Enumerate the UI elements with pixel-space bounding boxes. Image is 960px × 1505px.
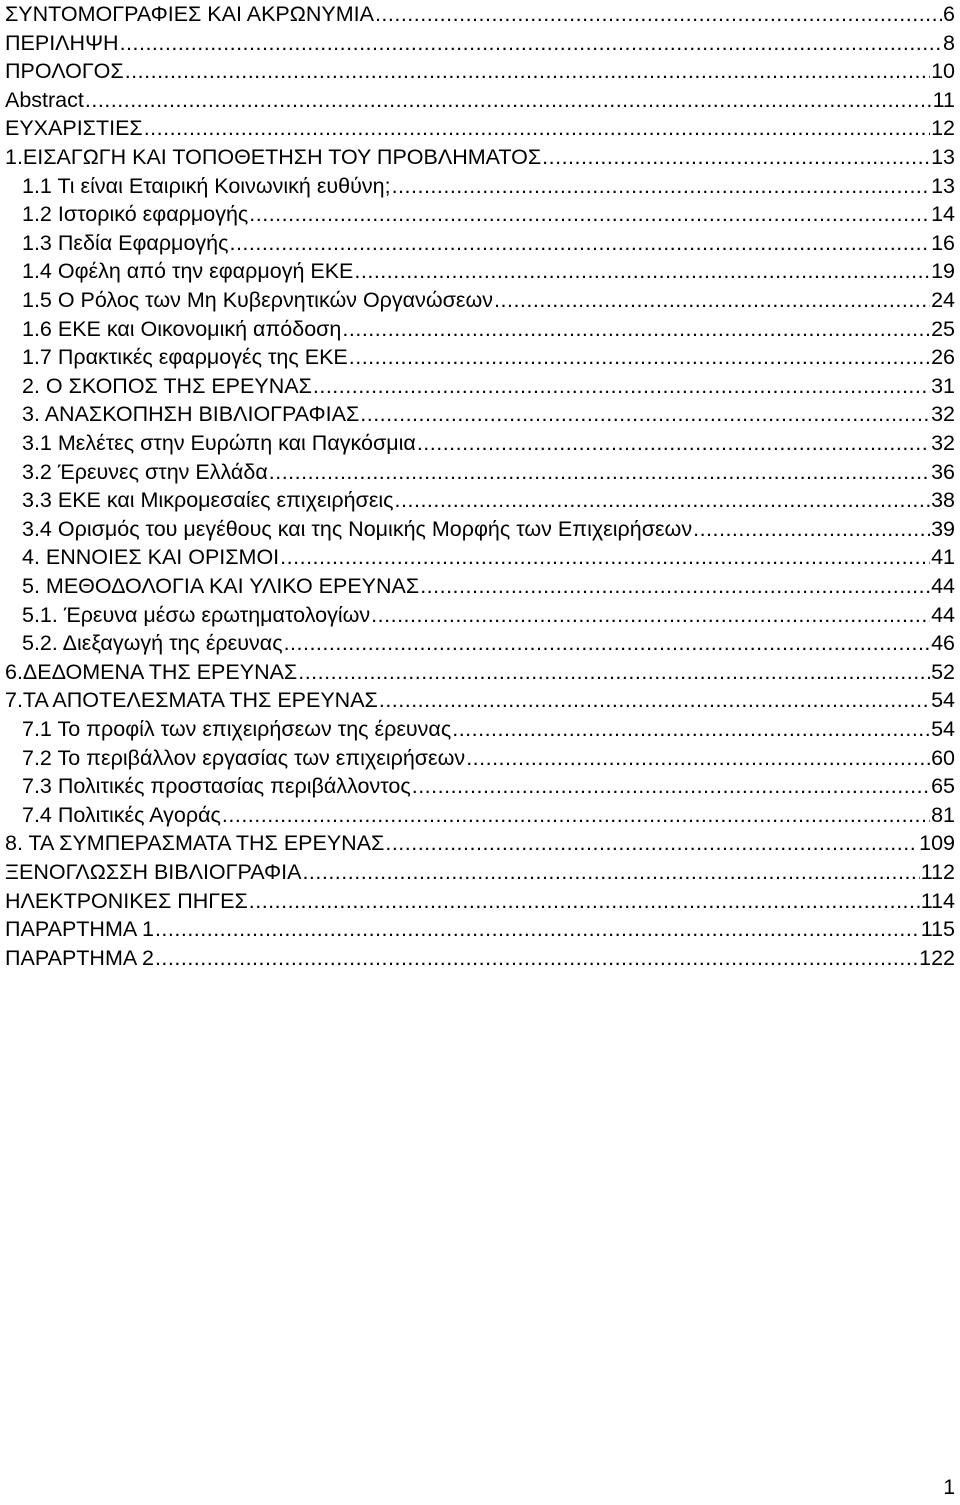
toc-entry-page-number: 13 <box>931 173 955 198</box>
toc-entry-page-number: 114 <box>920 888 955 913</box>
toc-entry-title: ΠΡΟΛΟΓΟΣ <box>5 59 124 84</box>
toc-entry-title: 6.ΔΕΔΟΜΕΝΑ ΤΗΣ ΕΡΕΥΝΑΣ <box>5 659 298 684</box>
toc-entry-title: ΠΕΡΙΛΗΨΗ <box>5 30 119 55</box>
toc-entry-page-number: 122 <box>919 945 955 970</box>
toc-dot-leader <box>542 143 930 171</box>
toc-entry[interactable] <box>22 372 955 400</box>
toc-entry-title: 7.1 Το προφίλ των επιχειρήσεων της έρευνας <box>22 717 452 741</box>
toc-entry[interactable] <box>22 601 955 629</box>
toc-entry-page-number: 25 <box>931 316 955 341</box>
toc-dot-leader <box>222 801 930 829</box>
toc-dot-leader <box>313 372 930 400</box>
toc-entry-page-number: 14 <box>931 202 955 227</box>
toc-entry[interactable] <box>5 114 955 142</box>
toc-entry-title: 1.4 Οφέλη από την εφαρμογή ΕΚΕ <box>22 259 354 284</box>
toc-dot-leader <box>155 944 918 972</box>
toc-entry-page-number: 36 <box>931 459 955 484</box>
toc-entry-page-number: 44 <box>931 602 955 627</box>
toc-entry[interactable] <box>22 801 955 829</box>
toc-dot-leader <box>249 887 920 915</box>
toc-dot-leader <box>375 0 942 28</box>
toc-entry-page-number: 6 <box>943 2 955 26</box>
toc-dot-leader <box>392 172 931 200</box>
toc-dot-leader <box>379 686 930 714</box>
toc-entry[interactable] <box>22 229 955 257</box>
toc-entry-page-number: 115 <box>920 917 955 942</box>
toc-entry[interactable] <box>22 486 955 514</box>
toc-entry-page-number: 11 <box>932 87 955 112</box>
toc-entry[interactable] <box>22 257 955 285</box>
toc-entry-title: 1.3 Πεδία Εφαρμογής <box>22 230 229 255</box>
toc-dot-leader <box>395 486 931 514</box>
toc-entry[interactable] <box>5 658 955 686</box>
toc-entry[interactable] <box>5 686 955 714</box>
toc-entry-page-number: 13 <box>931 145 955 169</box>
toc-dot-leader <box>342 315 930 343</box>
toc-entry[interactable] <box>22 286 955 314</box>
toc-entry[interactable] <box>22 315 955 343</box>
toc-entry-title: ΗΛΕΚΤΡΟΝΙΚΕΣ ΠΗΓΕΣ <box>5 888 248 913</box>
toc-entry-page-number: 39 <box>931 516 955 541</box>
toc-dot-leader <box>280 543 930 571</box>
toc-entry-title: 1.7 Πρακτικές εφαρμογές της ΕΚΕ <box>22 345 348 370</box>
toc-dot-leader <box>452 715 930 743</box>
toc-entry-page-number: 32 <box>931 431 955 455</box>
toc-entry-page-number: 60 <box>931 745 955 770</box>
toc-dot-leader <box>249 200 930 228</box>
toc-entry-page-number: 19 <box>931 259 955 284</box>
toc-entry[interactable] <box>5 143 955 171</box>
toc-entry-title: 1.2 Ιστορικό εφαρμογής <box>22 202 249 227</box>
toc-entry-title: 3.4 Ορισμός του μεγέθους και της Νομικής Μορφής των Επιχειρήσεων <box>22 516 693 541</box>
toc-entry-title: 7.3 Πολιτικές προστασίας περιβάλλοντος <box>22 774 411 799</box>
toc-entry-title: 7.4 Πολιτικές Αγοράς <box>22 802 221 827</box>
toc-entry-page-number: 44 <box>931 574 955 598</box>
toc-dot-leader <box>284 629 931 657</box>
toc-entry-page-number: 81 <box>931 802 955 827</box>
toc-entry[interactable] <box>22 543 955 571</box>
toc-entry-page-number: 109 <box>919 831 955 856</box>
page-number: 1 <box>943 1476 955 1499</box>
toc-entry-title: ΞΕΝΟΓΛΩΣΣΗ ΒΙΒΛΙΟΓΡΑΦΙΑ <box>5 860 302 884</box>
toc-entry-title: ΕΥΧΑΡΙΣΤΙΕΣ <box>5 116 143 141</box>
toc-entry-page-number: 31 <box>931 373 955 398</box>
toc-dot-leader <box>229 229 930 257</box>
toc-entry-page-number: 52 <box>931 659 955 684</box>
toc-dot-leader <box>494 286 930 314</box>
toc-entry[interactable] <box>22 200 955 228</box>
toc-entry-title: 3. ΑΝΑΣΚΟΠΗΣΗ ΒΙΒΛΙΟΓΡΑΦΙΑΣ <box>22 402 360 427</box>
toc-entry[interactable] <box>22 343 955 371</box>
toc-dot-leader <box>385 829 918 857</box>
toc-dot-leader <box>120 29 942 57</box>
toc-entry[interactable] <box>22 429 955 457</box>
toc-entry-page-number: 41 <box>931 545 955 570</box>
toc-entry-title: 1.ΕΙΣΑΓΩΓΗ ΚΑΙ ΤΟΠΟΘΕΤΗΣΗ ΤΟΥ ΠΡΟΒΛΗΜΑΤΟΣ <box>5 145 542 169</box>
toc-entry-title: 2. Ο ΣΚΟΠΟΣ ΤΗΣ ΕΡΕΥΝΑΣ <box>22 373 312 398</box>
toc-entry-title: 5.2. Διεξαγωγή της έρευνας <box>22 631 283 656</box>
toc-dot-leader <box>360 400 930 428</box>
toc-entry-title: 1.1 Τι είναι Εταιρική Κοινωνική ευθύνη; <box>22 173 391 198</box>
toc-entry-title: 1.5 Ο Ρόλος των Μη Κυβερνητικών Οργανώσεων <box>22 288 494 312</box>
toc-dot-leader <box>354 257 930 285</box>
toc-entry-page-number: 54 <box>931 717 955 741</box>
toc-entry-title: 1.6 ΕΚΕ και Οικονομική απόδοση <box>22 316 342 341</box>
toc-entry-page-number: 16 <box>931 230 955 255</box>
toc-dot-leader <box>302 858 919 886</box>
toc-entry-page-number: 10 <box>931 59 955 84</box>
toc-entry-page-number: 46 <box>931 631 955 656</box>
toc-entry-page-number: 38 <box>931 488 955 513</box>
toc-entry[interactable] <box>22 629 955 657</box>
toc-entry[interactable] <box>22 400 955 428</box>
toc-entry[interactable] <box>22 172 955 200</box>
toc-entry[interactable] <box>5 57 955 85</box>
toc-entry-title: ΠΑΡΑΡΤΗΜΑ 1 <box>5 917 154 942</box>
toc-entry[interactable] <box>5 944 955 972</box>
toc-entry[interactable] <box>22 458 955 486</box>
toc-dot-leader <box>298 658 930 686</box>
toc-entry[interactable] <box>5 86 955 114</box>
toc-dot-leader <box>144 114 930 142</box>
toc-entry[interactable] <box>22 772 955 800</box>
toc-dot-leader <box>125 57 930 85</box>
toc-dot-leader <box>417 429 930 457</box>
toc-entry-title: 3.2 Έρευνες στην Ελλάδα <box>22 459 268 484</box>
toc-dot-leader <box>269 458 930 486</box>
toc-entry-page-number: 65 <box>931 774 955 799</box>
toc-entry-title: 7.2 Το περιβάλλον εργασίας των επιχειρήσεων <box>22 745 466 770</box>
toc-entry[interactable] <box>5 29 955 57</box>
toc-entry-page-number: 112 <box>920 860 955 884</box>
toc-entry-page-number: 24 <box>931 288 955 312</box>
toc-entry[interactable] <box>22 744 955 772</box>
toc-dot-leader <box>371 601 930 629</box>
toc-entry[interactable] <box>5 887 955 915</box>
toc-dot-leader <box>85 86 932 114</box>
toc-entry-title: Abstract <box>5 87 84 112</box>
toc-entry-title: 8. ΤΑ ΣΥΜΠΕΡΑΣΜΑΤΑ ΤΗΣ ΕΡΕΥΝΑΣ <box>5 831 385 856</box>
toc-dot-leader <box>693 515 930 543</box>
toc-dot-leader <box>155 915 920 943</box>
toc-entry-title: 4. ΕΝΝΟΙΕΣ ΚΑΙ ΟΡΙΣΜΟΙ <box>22 545 280 570</box>
toc-entry-title: 3.3 ΕΚΕ και Μικρομεσαίες επιχειρήσεις <box>22 488 394 513</box>
toc-entry-title: 5.1. Έρευνα μέσω ερωτηματολογίων <box>22 602 371 627</box>
toc-entry[interactable] <box>5 829 955 857</box>
toc-dot-leader <box>466 744 930 772</box>
toc-entry[interactable] <box>5 0 955 28</box>
toc-entry[interactable] <box>5 915 955 943</box>
toc-entry-title: ΣΥΝΤΟΜΟΓΡΑΦΙΕΣ ΚΑΙ ΑΚΡΩΝΥΜΙΑ <box>5 2 374 26</box>
toc-entry-page-number: 54 <box>931 688 955 713</box>
toc-entry[interactable] <box>5 858 955 886</box>
toc-entry-title: 3.1 Μελέτες στην Ευρώπη και Παγκόσμια <box>22 431 416 455</box>
toc-entry-page-number: 12 <box>931 116 955 141</box>
toc-entry-page-number: 32 <box>931 402 955 427</box>
toc-entry[interactable] <box>22 572 955 600</box>
toc-entry-title: ΠΑΡΑΡΤΗΜΑ 2 <box>5 945 154 970</box>
toc-entry[interactable] <box>22 715 955 743</box>
toc-entry-title: 7.ΤΑ ΑΠΟΤΕΛΕΣΜΑΤΑ ΤΗΣ ΕΡΕΥΝΑΣ <box>5 688 378 713</box>
toc-dot-leader <box>349 343 930 371</box>
toc-entry-page-number: 26 <box>931 345 955 370</box>
toc-entry-title: 5. ΜΕΘΟΔΟΛΟΓΙΑ ΚΑΙ ΥΛΙΚΟ ΕΡΕΥΝΑΣ <box>22 574 420 598</box>
toc-entry-page-number: 8 <box>943 30 955 55</box>
toc-dot-leader <box>420 572 930 600</box>
toc-dot-leader <box>412 772 930 800</box>
toc-entry[interactable] <box>22 515 955 543</box>
